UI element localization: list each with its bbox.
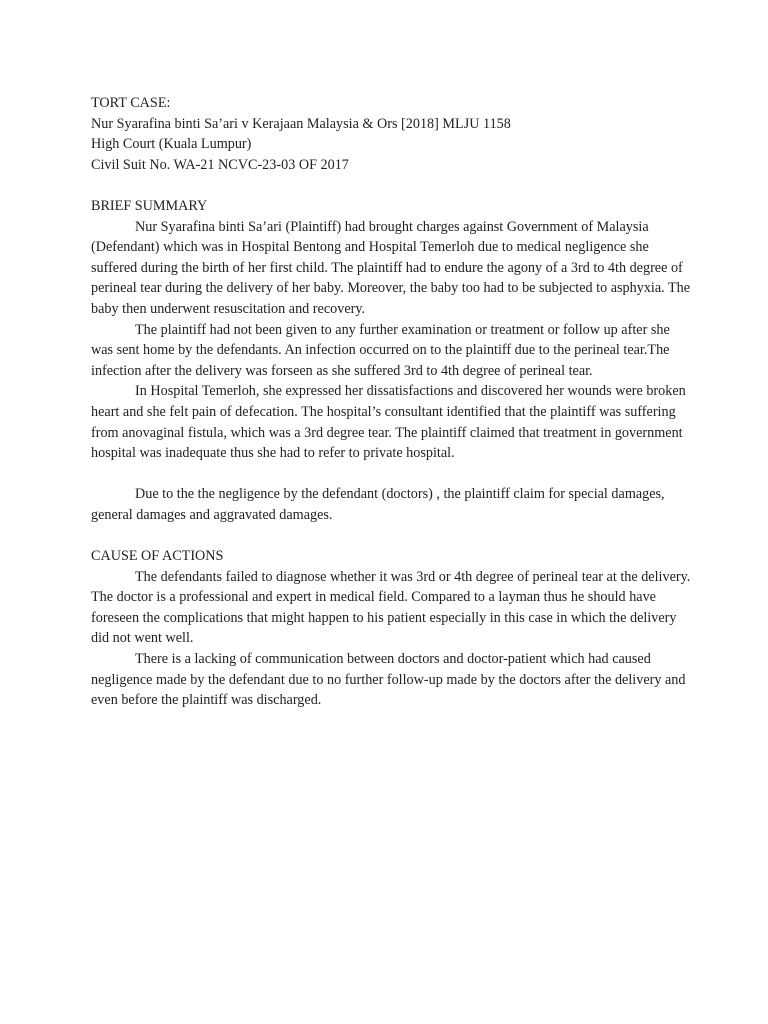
- summary-paragraph: Due to the the negligence by the defendant (doctors) , the plaintiff claim for special damages, general damages and aggravated damages.: [91, 486, 665, 523]
- case-type-heading: TORT CASE:: [91, 95, 171, 111]
- summary-paragraph: Nur Syarafina binti Sa’ari (Plaintiff) had brought charges against Government of Malaysia (Defendant) which was in Hospital Bentong and Hospital Temerloh due to medical negligence she suffered during the birth of her first child. The plaintiff had to endure the agony of a 3rd to 4th degree of perineal tear during the delivery of her baby. Moreover, the baby too had to be subjected to asphyxia. The baby then underwent resuscitation and recovery.: [91, 218, 691, 317]
- spacer: [91, 175, 691, 196]
- summary-paragraph: In Hospital Temerloh, she expressed her dissatisfactions and discovered her wounds were broken heart and she felt pain of defecation. The hospital’s consultant identified that the plaintiff was suffering from anovaginal fistula, which was a 3rd degree tear. The plaintiff claimed that treatment in government hospital was inadequate thus she had to refer to private hospital.: [91, 383, 686, 462]
- brief-summary-heading: BRIEF SUMMARY: [91, 197, 208, 214]
- spacer: [91, 464, 691, 485]
- suit-number: Civil Suit No. WA-21 NCVC-23-03 OF 2017: [91, 156, 349, 173]
- cause-paragraph: The defendants failed to diagnose whether it was 3rd or 4th degree of perineal tear at the delivery. The doctor is a professional and expert in medical field. Compared to a layman thus he should have foreseen the complications that might happen to his patient especially in this case in which the delivery did not went well.: [91, 568, 691, 647]
- case-citation: Nur Syarafina binti Sa’ari v Kerajaan Malaysia & Ors [2018] MLJU 1158: [91, 115, 511, 132]
- summary-paragraph: The plaintiff had not been given to any further examination or treatment or follow up after she was sent home by the defendants. An infection occurred on to the plaintiff due to the perineal tear.The infection after the delivery was forseen as she suffered 3rd to 4th degree of perineal tear.: [91, 321, 670, 379]
- document-body: [91, 93, 691, 711]
- spacer: [91, 525, 691, 546]
- court-name: High Court (Kuala Lumpur): [91, 136, 252, 153]
- cause-paragraph: There is a lacking of communication between doctors and doctor-patient which had caused negligence made by the defendant due to no further follow-up made by the doctors after the delivery and even before the plaintiff was discharged.: [91, 651, 686, 709]
- cause-of-actions-heading: CAUSE OF ACTIONS: [91, 548, 224, 565]
